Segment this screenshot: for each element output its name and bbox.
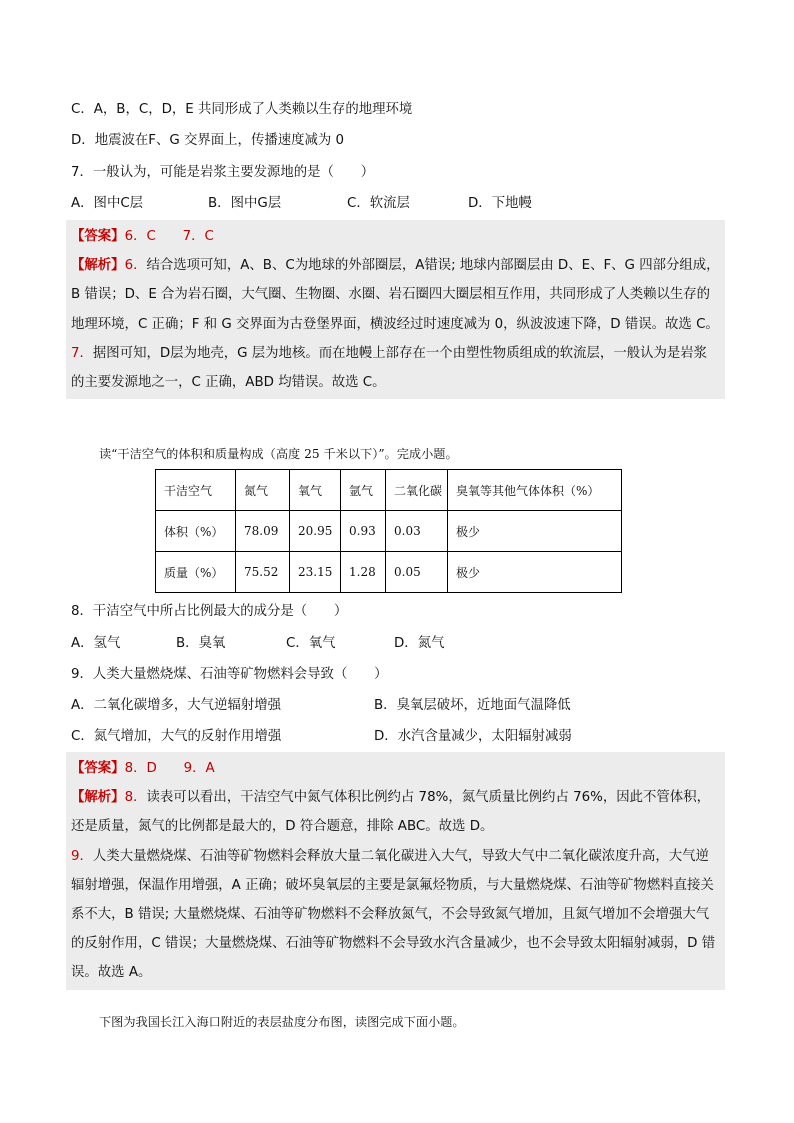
answer-analysis-block-1 <box>66 220 725 399</box>
table-cell: 0.05 <box>386 552 448 593</box>
analysis-tag: 【解析】 <box>71 790 125 806</box>
table-cell: 23.15 <box>290 552 341 593</box>
table-header-cell: 氩气 <box>341 470 386 511</box>
table-cell: 20.95 <box>290 511 341 552</box>
table-cell: 极少 <box>448 511 622 552</box>
table-cell: 0.03 <box>386 511 448 552</box>
q8-stem: 8．干洁空气中所占比例最大的成分是（ ） <box>71 604 348 619</box>
table-intro: 读“干洁空气的体积和质量构成（高度 25 千米以下）”。完成小题。 <box>99 447 458 461</box>
q6-option-d: D．地震波在F、G 交界面上，传播速度减为 0 <box>71 133 345 148</box>
map-intro: 下图为我国长江入海口附近的表层盐度分布图，读图完成下面小题。 <box>99 1015 465 1029</box>
q8-option-b: B．臭氧 <box>176 636 226 651</box>
table-header-cell: 氮气 <box>236 470 290 511</box>
analysis-tag: 【解析】 <box>71 258 125 274</box>
analysis-6-num: 6． <box>124 258 147 274</box>
table-header-cell: 二氧化碳 <box>386 470 448 511</box>
answer-text: 6．C 7．C <box>124 229 214 244</box>
analysis-7 <box>71 339 720 397</box>
q9-option-a: A．二氧化碳增多，大气逆辐射增强 <box>71 698 282 713</box>
answer-text: 8．D 9．A <box>124 761 215 776</box>
table-cell: 1.28 <box>341 552 386 593</box>
table-cell: 体积（%） <box>156 511 236 552</box>
analysis-9 <box>71 842 720 988</box>
q7-option-c: C．软流层 <box>347 196 410 211</box>
table-cell: 极少 <box>448 552 622 593</box>
q9-option-c: C．氮气增加，大气的反射作用增强 <box>71 729 282 744</box>
q6-option-c: C．A，B，C，D，E 共同形成了人类赖以生存的地理环境 <box>71 102 413 117</box>
answer-analysis-block-2 <box>66 752 725 990</box>
analysis-8-text: 读表可以看出，干洁空气中氮气体积比例约占 78%，氮气质量比例约占 76%，因此不管体积，还是质量，氮气的比例都是最大的，D 符合题意，排除 ABC。故选 D。 <box>71 790 710 835</box>
analysis-6 <box>71 251 720 339</box>
q7-option-b: B．图中G层 <box>208 196 282 211</box>
q7-option-d: D．下地幔 <box>468 196 532 211</box>
analysis-6-text: 结合选项可知，A、B、C为地球的外部圈层，A错误; 地球内部圈层由 D、E、F、G 四部分组成，B 错误；D、E 合为岩石圈，大气圈、生物圈、水圈、岩石圈四大圈层相互作用，共同形成了人类赖以生存的地理环境，C 正确；F 和 G 交界面为古登堡界面，横波经过时速度减为 0，纵波波速下降，D 错误。故选 C。 <box>71 258 720 332</box>
air-composition-table <box>155 469 622 593</box>
q9-stem: 9．人类大量燃烧煤、石油等矿物燃料会导致（ ） <box>71 667 388 682</box>
answer-line <box>71 222 720 251</box>
table-header-row <box>156 470 622 511</box>
table-row <box>156 511 622 552</box>
q9-option-b: B．臭氧层破坏，近地面气温降低 <box>374 698 571 713</box>
table-cell: 质量（%） <box>156 552 236 593</box>
analysis-8-num: 8． <box>124 790 147 806</box>
table-header-cell: 氧气 <box>290 470 341 511</box>
q9-option-d: D．水汽含量减少，太阳辐射减弱 <box>374 729 572 744</box>
table-row <box>156 552 622 593</box>
q8-option-c: C．氧气 <box>286 636 336 651</box>
table-cell: 75.52 <box>236 552 290 593</box>
table-header-cell: 臭氧等其他气体体积（%） <box>448 470 622 511</box>
analysis-9-num: 9． <box>71 848 93 864</box>
analysis-7-num: 7． <box>71 345 93 361</box>
table-cell: 78.09 <box>236 511 290 552</box>
analysis-8 <box>71 783 720 841</box>
q7-stem: 7．一般认为，可能是岩浆主要发源地的是（ ） <box>71 165 375 180</box>
q8-option-d: D．氮气 <box>394 636 445 651</box>
answer-line <box>71 754 720 783</box>
analysis-7-text: 据图可知，D层为地壳，G 层为地核。而在地幔上部存在一个由塑性物质组成的软流层，一般认为是岩浆的主要发源地之一，C 正确，ABD 均错误。故选 C。 <box>71 345 708 391</box>
table-cell: 0.93 <box>341 511 386 552</box>
q8-option-a: A．氢气 <box>71 636 121 651</box>
answer-tag: 【答案】 <box>71 229 125 244</box>
q7-option-a: A．图中C层 <box>71 196 144 211</box>
analysis-9-text: 人类大量燃烧煤、石油等矿物燃料会释放大量二氧化碳进入大气，导致大气中二氧化碳浓度升高，大气逆辐射增强，保温作用增强，A 正确；破坏臭氧层的主要是氯氟烃物质，与大量燃烧煤、石油等矿物燃料直接关系不大，B 错误; 大量燃烧煤、石油等矿物燃料不会释放氮气，不会导致氮气增加，且氮气增加不会增强大气的反射作用，C 错误；大量燃烧煤、石油等矿物燃料不会导致水汽含量减少，也不会导致太阳辐射减弱，D 错误。故选 A。 <box>71 848 716 981</box>
table-header-cell: 干洁空气 <box>156 470 236 511</box>
answer-tag: 【答案】 <box>71 761 125 776</box>
